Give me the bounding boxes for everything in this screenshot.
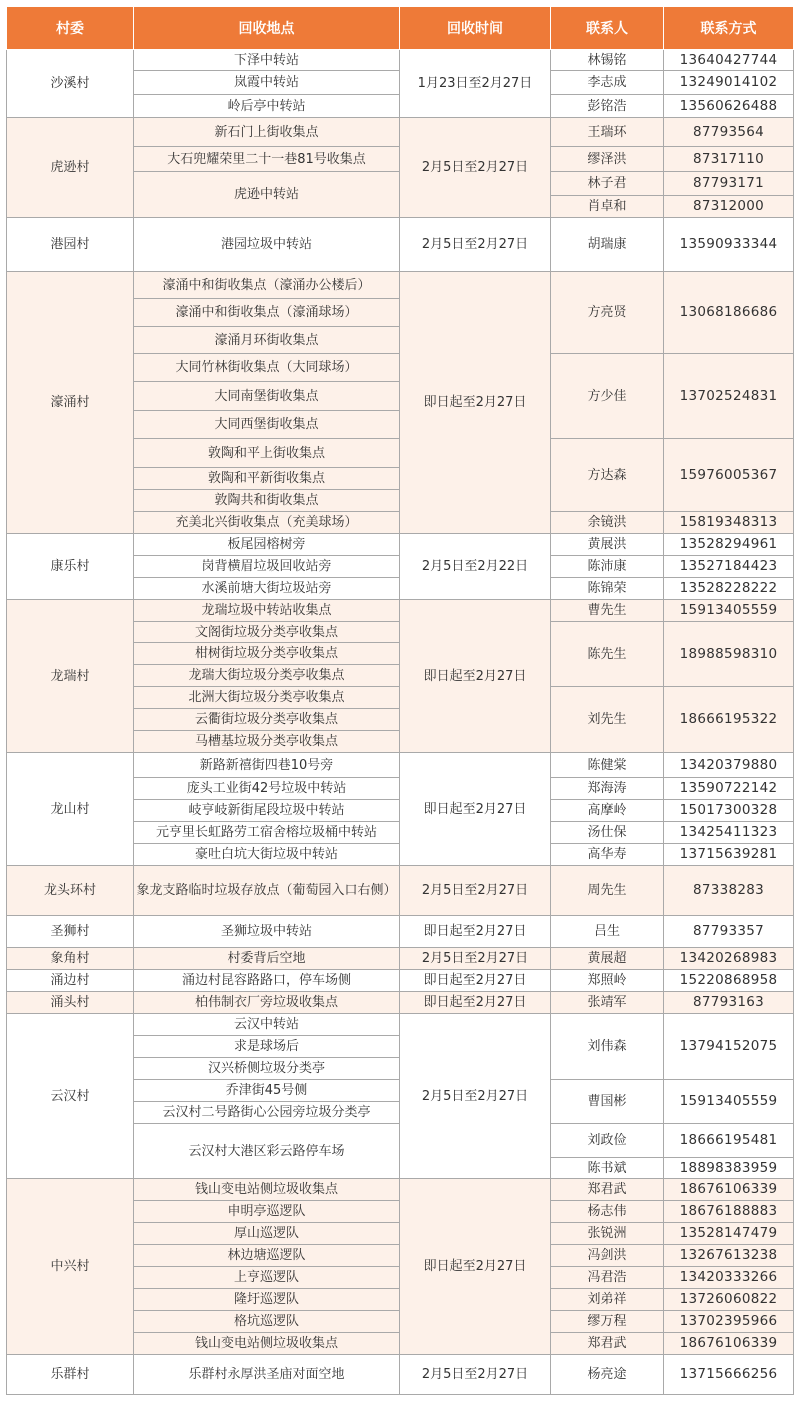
cell-contact: 曹国彬 — [551, 1080, 664, 1124]
cell-location: 濠涌月环街收集点 — [134, 327, 400, 354]
cell-phone: 13267613238 — [664, 1245, 794, 1267]
cell-phone: 15819348313 — [664, 512, 794, 534]
cell-phone: 13249014102 — [664, 71, 794, 95]
header-village: 村委 — [7, 7, 134, 50]
cell-contact: 高摩岭 — [551, 800, 664, 822]
cell-contact: 刘先生 — [551, 687, 664, 753]
cell-phone: 15913405559 — [664, 1080, 794, 1124]
cell-phone: 13420268983 — [664, 948, 794, 970]
cell-village: 涌头村 — [7, 992, 134, 1014]
cell-phone: 18666195481 — [664, 1124, 794, 1158]
cell-village: 乐群村 — [7, 1355, 134, 1395]
cell-phone: 13425411323 — [664, 822, 794, 844]
header-contact: 联系人 — [551, 7, 664, 50]
header-phone: 联系方式 — [664, 7, 794, 50]
cell-contact: 刘弟祥 — [551, 1289, 664, 1311]
cell-village: 濠涌村 — [7, 272, 134, 534]
table-row — [7, 1014, 794, 1036]
cell-time: 2月5日至2月27日 — [400, 118, 551, 218]
cell-phone: 18676106339 — [664, 1333, 794, 1355]
cell-time: 2月5日至2月27日 — [400, 866, 551, 916]
cell-time: 即日起至2月27日 — [400, 992, 551, 1014]
cell-location: 新路新禧街四巷10号旁 — [134, 753, 400, 778]
table-row — [7, 948, 794, 970]
cell-location: 板尾园榕树旁 — [134, 534, 400, 556]
cell-contact: 高华寿 — [551, 844, 664, 866]
cell-contact: 杨志伟 — [551, 1201, 664, 1223]
table-row — [7, 916, 794, 948]
cell-contact: 陈沛康 — [551, 556, 664, 578]
cell-location: 庞头工业街42号垃圾中转站 — [134, 778, 400, 800]
table-row — [7, 866, 794, 916]
cell-location: 村委背后空地 — [134, 948, 400, 970]
table-row — [7, 272, 794, 299]
cell-location: 格坑巡逻队 — [134, 1311, 400, 1333]
cell-village: 涌边村 — [7, 970, 134, 992]
cell-phone: 18988598310 — [664, 622, 794, 687]
cell-time: 1月23日至2月27日 — [400, 50, 551, 118]
cell-phone: 13726060822 — [664, 1289, 794, 1311]
cell-time: 即日起至2月27日 — [400, 1179, 551, 1355]
cell-location: 龙瑞大街垃圾分类亭收集点 — [134, 665, 400, 687]
cell-location: 隆圩巡逻队 — [134, 1289, 400, 1311]
cell-phone: 87317110 — [664, 147, 794, 172]
table-row — [7, 753, 794, 778]
cell-contact: 方少佳 — [551, 354, 664, 439]
cell-time: 即日起至2月27日 — [400, 916, 551, 948]
cell-phone: 13590933344 — [664, 218, 794, 272]
cell-location: 乐群村永厚洪圣庙对面空地 — [134, 1355, 400, 1395]
cell-village: 象角村 — [7, 948, 134, 970]
cell-phone: 13528147479 — [664, 1223, 794, 1245]
cell-contact: 缪泽洪 — [551, 147, 664, 172]
cell-time: 即日起至2月27日 — [400, 753, 551, 866]
cell-phone: 13702395966 — [664, 1311, 794, 1333]
cell-location: 钱山变电站侧垃圾收集点 — [134, 1179, 400, 1201]
cell-contact: 余镜洪 — [551, 512, 664, 534]
cell-contact: 郑海涛 — [551, 778, 664, 800]
cell-time: 2月5日至2月27日 — [400, 948, 551, 970]
table-row — [7, 118, 794, 147]
cell-time: 2月5日至2月27日 — [400, 218, 551, 272]
cell-village: 港园村 — [7, 218, 134, 272]
cell-location: 汉兴桥侧垃圾分类亭 — [134, 1058, 400, 1080]
cell-location: 涌边村昆容路路口，停车场侧 — [134, 970, 400, 992]
cell-village: 云汉村 — [7, 1014, 134, 1179]
recycling-points-table — [6, 6, 794, 1395]
cell-time: 2月5日至2月27日 — [400, 1355, 551, 1395]
cell-location: 大同南堡街收集点 — [134, 382, 400, 411]
cell-contact: 林锡铭 — [551, 50, 664, 71]
table-row — [7, 1179, 794, 1201]
cell-location: 港园垃圾中转站 — [134, 218, 400, 272]
cell-time: 2月5日至2月22日 — [400, 534, 551, 600]
cell-location: 圣狮垃圾中转站 — [134, 916, 400, 948]
cell-phone: 13560626488 — [664, 95, 794, 118]
cell-location: 岚霞中转站 — [134, 71, 400, 95]
cell-location: 大石兜耀荣里二十一巷81号收集点 — [134, 147, 400, 172]
cell-village: 龙山村 — [7, 753, 134, 866]
cell-contact: 陈锦荣 — [551, 578, 664, 600]
cell-contact: 杨亮途 — [551, 1355, 664, 1395]
cell-location: 林边塘巡逻队 — [134, 1245, 400, 1267]
cell-contact: 李志成 — [551, 71, 664, 95]
cell-contact: 黄展洪 — [551, 534, 664, 556]
cell-phone: 13715639281 — [664, 844, 794, 866]
table-row — [7, 970, 794, 992]
cell-location: 文阁街垃圾分类亭收集点 — [134, 622, 400, 643]
cell-location: 豪吐白坑大街垃圾中转站 — [134, 844, 400, 866]
cell-phone: 13702524831 — [664, 354, 794, 439]
cell-contact: 刘伟森 — [551, 1014, 664, 1080]
cell-contact: 陈健棠 — [551, 753, 664, 778]
cell-contact: 周先生 — [551, 866, 664, 916]
cell-contact: 郑照岭 — [551, 970, 664, 992]
cell-village: 龙头环村 — [7, 866, 134, 916]
cell-location: 岐亨岐新街尾段垃圾中转站 — [134, 800, 400, 822]
cell-contact: 冯剑洪 — [551, 1245, 664, 1267]
cell-location: 濠涌中和街收集点（濠涌办公楼后） — [134, 272, 400, 299]
cell-location: 云汉中转站 — [134, 1014, 400, 1036]
cell-contact: 陈先生 — [551, 622, 664, 687]
cell-phone: 13528294961 — [664, 534, 794, 556]
cell-contact: 冯君浩 — [551, 1267, 664, 1289]
cell-location: 云衢街垃圾分类亭收集点 — [134, 709, 400, 731]
cell-contact: 吕生 — [551, 916, 664, 948]
cell-location: 钱山变电站侧垃圾收集点 — [134, 1333, 400, 1355]
table-row — [7, 1355, 794, 1395]
cell-village: 圣狮村 — [7, 916, 134, 948]
cell-time: 即日起至2月27日 — [400, 970, 551, 992]
cell-location: 求是球场后 — [134, 1036, 400, 1058]
cell-phone: 13640427744 — [664, 50, 794, 71]
cell-phone: 15220868958 — [664, 970, 794, 992]
cell-location: 濠涌中和街收集点（濠涌球场） — [134, 299, 400, 327]
cell-contact: 郑君武 — [551, 1179, 664, 1201]
cell-location: 云汉村二号路街心公园旁垃圾分类亭 — [134, 1102, 400, 1124]
cell-location: 柑树街垃圾分类亭收集点 — [134, 643, 400, 665]
cell-contact: 黄展超 — [551, 948, 664, 970]
cell-location: 北洲大街垃圾分类亭收集点 — [134, 687, 400, 709]
cell-location: 龙瑞垃圾中转站收集点 — [134, 600, 400, 622]
cell-contact: 刘政俭 — [551, 1124, 664, 1158]
cell-location: 厚山巡逻队 — [134, 1223, 400, 1245]
cell-location: 申明亭巡逻队 — [134, 1201, 400, 1223]
cell-location: 虎逊中转站 — [134, 172, 400, 218]
table-row — [7, 534, 794, 556]
cell-phone: 13527184423 — [664, 556, 794, 578]
cell-phone: 87338283 — [664, 866, 794, 916]
cell-location: 元亨里长虹路劳工宿舍榕垃圾桶中转站 — [134, 822, 400, 844]
cell-location: 敦陶和平新街收集点 — [134, 468, 400, 490]
cell-phone: 18676188883 — [664, 1201, 794, 1223]
table-body — [7, 50, 794, 1395]
cell-phone: 18898383959 — [664, 1158, 794, 1179]
cell-location: 敦陶和平上街收集点 — [134, 439, 400, 468]
cell-location: 下泽中转站 — [134, 50, 400, 71]
cell-phone: 15017300328 — [664, 800, 794, 822]
header-location: 回收地点 — [134, 7, 400, 50]
cell-location: 乔津街45号侧 — [134, 1080, 400, 1102]
cell-location: 新石门上街收集点 — [134, 118, 400, 147]
cell-phone: 13794152075 — [664, 1014, 794, 1080]
cell-phone: 87312000 — [664, 196, 794, 218]
cell-phone: 18666195322 — [664, 687, 794, 753]
cell-location: 柏伟制衣厂旁垃圾收集点 — [134, 992, 400, 1014]
cell-phone: 87793171 — [664, 172, 794, 196]
cell-contact: 张锐洲 — [551, 1223, 664, 1245]
cell-contact: 胡瑞康 — [551, 218, 664, 272]
cell-contact: 陈书斌 — [551, 1158, 664, 1179]
cell-contact: 缪万程 — [551, 1311, 664, 1333]
table-row — [7, 50, 794, 71]
cell-phone: 87793564 — [664, 118, 794, 147]
cell-village: 中兴村 — [7, 1179, 134, 1355]
cell-location: 岭后亭中转站 — [134, 95, 400, 118]
cell-location: 云汉村大港区彩云路停车场 — [134, 1124, 400, 1179]
cell-location: 水溪前塘大街垃圾站旁 — [134, 578, 400, 600]
cell-contact: 方亮贤 — [551, 272, 664, 354]
header-time: 回收时间 — [400, 7, 551, 50]
cell-phone: 13420333266 — [664, 1267, 794, 1289]
cell-contact: 彭铭浩 — [551, 95, 664, 118]
cell-phone: 13715666256 — [664, 1355, 794, 1395]
cell-location: 马槽基垃圾分类亭收集点 — [134, 731, 400, 753]
cell-location: 大同竹林街收集点（大同球场） — [134, 354, 400, 382]
cell-location: 象龙支路临时垃圾存放点（葡萄园入口右侧） — [134, 866, 400, 916]
cell-phone: 87793163 — [664, 992, 794, 1014]
cell-village: 龙瑞村 — [7, 600, 134, 753]
table-row — [7, 218, 794, 272]
cell-phone: 87793357 — [664, 916, 794, 948]
cell-location: 上亨巡逻队 — [134, 1267, 400, 1289]
cell-phone: 13528228222 — [664, 578, 794, 600]
cell-time: 即日起至2月27日 — [400, 272, 551, 534]
cell-phone: 15913405559 — [664, 600, 794, 622]
cell-contact: 方达森 — [551, 439, 664, 512]
cell-village: 沙溪村 — [7, 50, 134, 118]
cell-contact: 林子君 — [551, 172, 664, 196]
cell-phone: 13068186686 — [664, 272, 794, 354]
cell-phone: 15976005367 — [664, 439, 794, 512]
table-row — [7, 992, 794, 1014]
cell-contact: 汤仕保 — [551, 822, 664, 844]
cell-phone: 13590722142 — [664, 778, 794, 800]
cell-location: 大同西堡街收集点 — [134, 411, 400, 439]
cell-contact: 肖卓和 — [551, 196, 664, 218]
cell-location: 敦陶共和街收集点 — [134, 490, 400, 512]
cell-location: 岗背横眉垃圾回收站旁 — [134, 556, 400, 578]
cell-time: 2月5日至2月27日 — [400, 1014, 551, 1179]
cell-village: 康乐村 — [7, 534, 134, 600]
cell-village: 虎逊村 — [7, 118, 134, 218]
cell-phone: 18676106339 — [664, 1179, 794, 1201]
table-header-row — [7, 7, 794, 50]
cell-phone: 13420379880 — [664, 753, 794, 778]
cell-contact: 曹先生 — [551, 600, 664, 622]
cell-contact: 张靖军 — [551, 992, 664, 1014]
cell-contact: 郑君武 — [551, 1333, 664, 1355]
cell-location: 充美北兴街收集点（充美球场） — [134, 512, 400, 534]
cell-contact: 王瑞环 — [551, 118, 664, 147]
cell-time: 即日起至2月27日 — [400, 600, 551, 753]
table-row — [7, 600, 794, 622]
